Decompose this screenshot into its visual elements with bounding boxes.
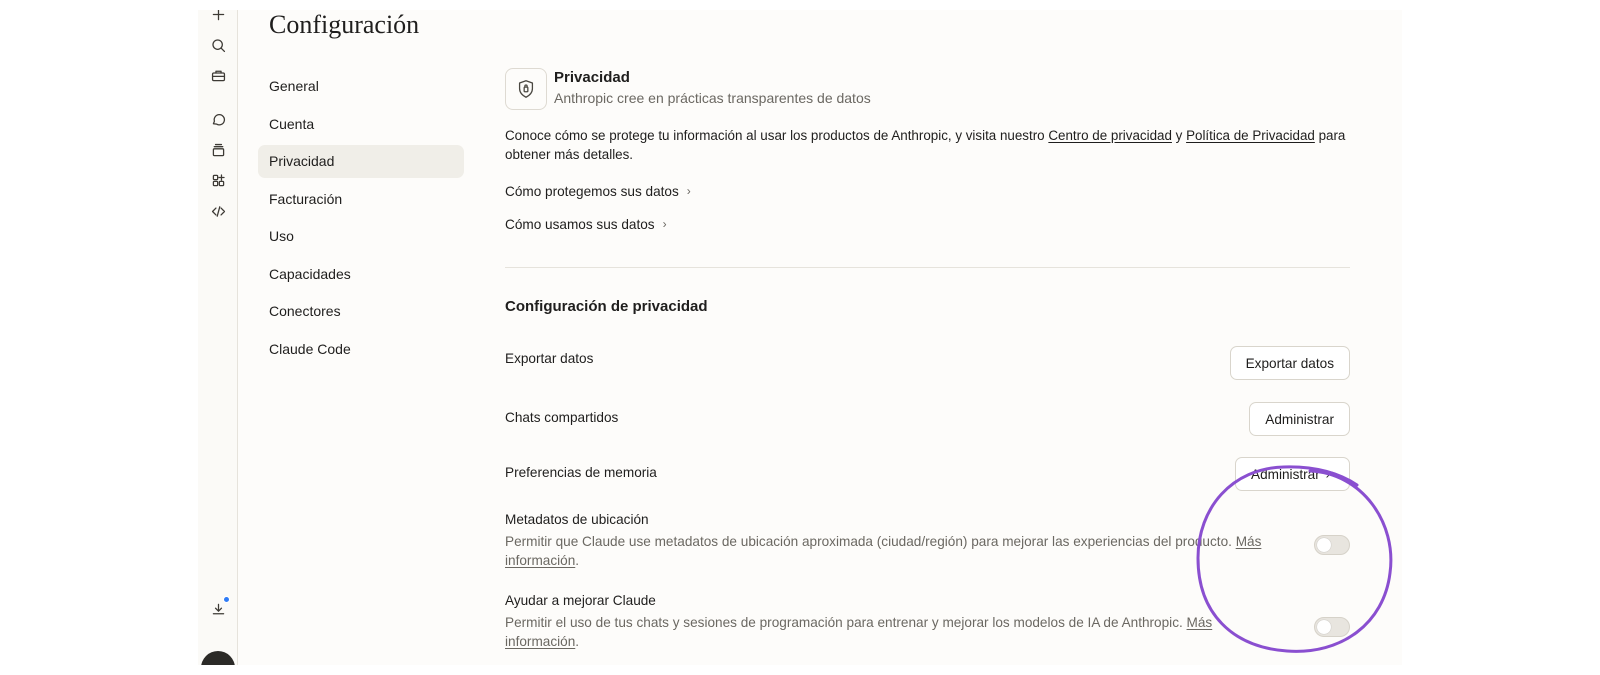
how-we-use-label: Cómo usamos sus datos [505,216,655,232]
privacy-intro [505,127,1350,164]
location-desc: Permitir que Claude use metadatos de ubicación aproximada (ciudad/región) para mejorar las experiencias del producto. Más información. [505,534,1262,568]
toggle-knob [1317,620,1331,634]
settings-window [198,10,1402,665]
download-icon[interactable] [204,595,232,623]
chevron-right-icon: › [686,184,691,198]
nav-item-uso[interactable]: Uso [269,228,294,244]
avatar[interactable] [201,651,235,665]
privacy-subtitle: Anthropic cree en prácticas transparentes de datos [554,90,871,106]
code-icon[interactable] [204,197,232,225]
settings-nav [258,70,464,370]
location-title: Metadatos de ubicación [505,512,649,527]
how-we-use-link[interactable] [505,215,1350,233]
nav-item-facturacion[interactable]: Facturación [269,190,343,207]
notification-dot [223,596,230,603]
section-divider [505,267,1350,268]
privacy-content [505,68,1350,655]
intro-text-end: para obtener más detalles. [505,128,1346,162]
privacy-title: Privacidad [554,69,630,86]
toggle-knob [1317,538,1331,552]
export-label: Exportar datos [505,351,594,366]
manage-shared-chats-button[interactable]: Administrar [1249,402,1350,436]
nav-item-conectores[interactable]: Conectores [269,303,341,319]
nav-item-capacidades[interactable]: Capacidades [269,265,351,282]
chat-icon[interactable] [204,105,232,133]
nav-item-claude-code[interactable]: Claude Code [269,340,351,357]
search-icon[interactable] [204,31,232,59]
privacy-header [505,68,1350,110]
toolbox-icon[interactable] [204,61,232,89]
privacy-policy-link[interactable]: Política de Privacidad [1186,128,1315,143]
nav-item-general[interactable]: General [269,78,319,94]
location-more-info-link[interactable]: Más información [505,534,1262,568]
page-title: Configuración [269,10,420,39]
export-data-button[interactable]: Exportar datos [1230,346,1350,380]
location-desc-text: Permitir que Claude use metadatos de ubicación aproximada (ciudad/región) para mejorar las experiencias del producto. [505,534,1236,549]
improve-desc-text: Permitir el uso de tus chats y sesiones de programación para entrenar y mejorar los modelos de IA de Anthropic. [505,615,1187,630]
left-rail [198,10,238,665]
manage-memory-label: Administrar [1251,466,1320,482]
archive-icon[interactable] [204,136,232,164]
apps-icon[interactable] [204,166,232,194]
location-toggle[interactable] [1314,535,1350,555]
location-metadata-row [505,512,1350,574]
manage-memory-button[interactable] [1235,457,1350,491]
plus-icon[interactable] [204,10,232,28]
privacy-center-link[interactable]: Centro de privacidad [1048,128,1172,143]
shield-icon [505,68,547,110]
memory-label: Preferencias de memoria [505,465,657,480]
improve-claude-row [505,593,1350,655]
nav-item-cuenta[interactable]: Cuenta [269,115,315,132]
memory-row [505,454,1350,494]
external-link-icon: ↗ [1324,468,1334,481]
intro-text-mid: y [1171,128,1187,143]
improve-desc: Permitir el uso de tus chats y sesiones de programación para entrenar y mejorar los modelos de IA de Anthropic. Más información. [505,615,1213,649]
nav-item-privacidad[interactable]: Privacidad [258,145,464,178]
shared-chats-label: Chats compartidos [505,410,619,425]
intro-text: Conoce cómo se protege tu información al usar los productos de Anthropic, y visita nuestro [505,128,1049,143]
improve-toggle[interactable] [1314,617,1350,637]
improve-title: Ayudar a mejorar Claude [505,593,656,608]
privacy-settings-title: Configuración de privacidad [505,298,708,315]
export-row [505,343,1350,383]
how-we-protect-link[interactable] [505,182,1350,200]
chevron-right-icon: › [662,217,667,231]
improve-more-info-link[interactable]: Más información [505,615,1213,649]
shared-chats-row [505,399,1350,439]
how-we-protect-label: Cómo protegemos sus datos [505,183,679,199]
